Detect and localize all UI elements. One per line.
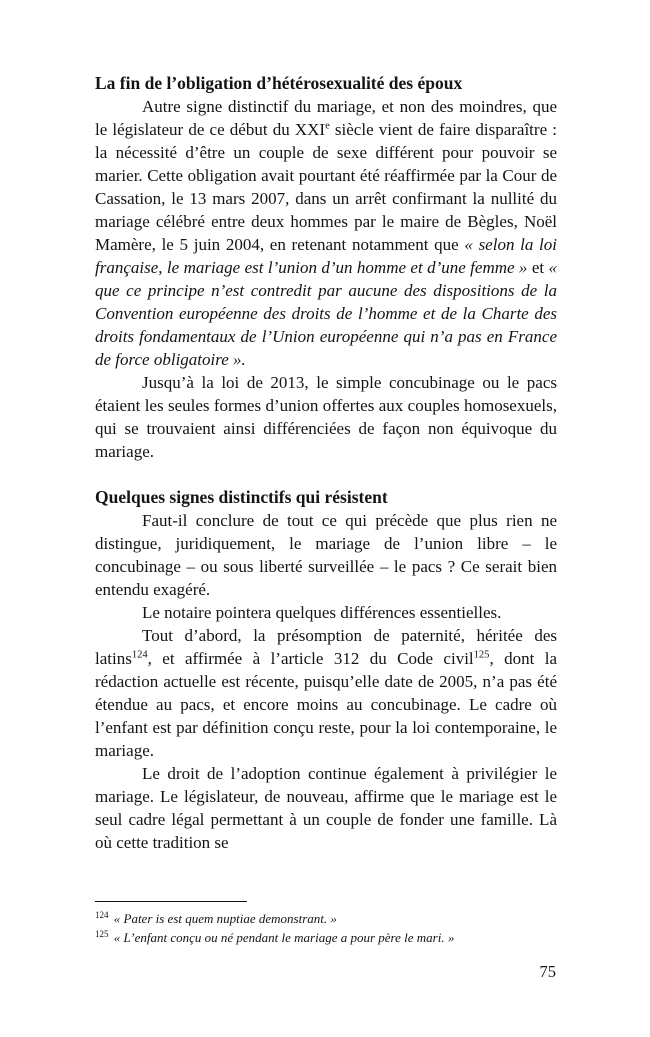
- footnotes: [95, 901, 557, 947]
- superscript: e: [325, 120, 330, 132]
- paragraph: [95, 601, 557, 624]
- footnote-separator: [95, 901, 247, 902]
- italic-text: « que ce principe n’est contredit par aucune des dispositions de la Convention européenne des droits de l’homme et de la Charte des droits fondamentaux de l’Union européenne qui n’a pas en France de force obligatoire ».: [95, 258, 557, 369]
- page-number: 75: [539, 962, 556, 981]
- italic-text: « L’enfant conçu ou né pendant le mariage a pour père le mari. »: [110, 930, 455, 945]
- text-run: Autre signe distinctif du mariage, et non des moindres, que le législateur de ce début du XXI: [95, 97, 557, 139]
- text-run: Tout d’abord, la présomption de paternité, héritée des latins: [95, 626, 557, 668]
- italic-text: « selon la loi française, le mariage est l’union d’un homme et d’une femme »: [95, 235, 557, 277]
- section-heading: La fin de l’obligation d’hétérosexualité des époux: [95, 73, 463, 93]
- paragraph: [95, 624, 557, 762]
- superscript: 125: [473, 649, 490, 661]
- section-heading: Quelques signes distinctifs qui résistent: [95, 487, 388, 507]
- paragraph: [95, 95, 557, 371]
- footnote: [95, 909, 557, 928]
- paragraph: [95, 762, 557, 854]
- text-run: Faut-il conclure de tout ce qui précède que plus rien ne distingue, juridiquement, le mariage de l’union libre – le concubinage – ou sous liberté surveillée – le pacs ? Ce serait bien entendu exagéré.: [95, 511, 557, 599]
- text-run: , dont la rédaction actuelle est récente, puisqu’elle date de 2005, n’a pas été étendue au pacs, et encore moins au concubinage. Le cadre où l’enfant est par définition conçu reste, pour la loi contemporaine, le mariage.: [95, 649, 557, 760]
- text-run: Le notaire pointera quelques différences essentielles.: [142, 603, 502, 622]
- text-body: [95, 72, 557, 854]
- text-run: siècle vient de faire disparaître : la nécessité d’être un couple de sexe différent pour pouvoir se marier. Cette obligation avait pourtant été réaffirmée par la Cour de Cassation, le 13 mars 2007, dans un arrêt confirmant la nullité du mariage célébré entre deux hommes par le maire de Bègles, Noël Mamère, le 5 juin 2004, en retenant notamment que: [95, 120, 557, 254]
- italic-text: « Pater is est quem nuptiae demonstrant. »: [110, 911, 337, 926]
- footnote: [95, 928, 557, 947]
- text-run: et: [527, 258, 549, 277]
- text-run: , et affirmée à l’article 312 du Code civil: [147, 649, 474, 668]
- footnote-number: 125: [95, 928, 109, 939]
- superscript: 124: [131, 649, 148, 661]
- text-run: Jusqu’à la loi de 2013, le simple concubinage ou le pacs étaient les seules formes d’union offertes aux couples homosexuels, qui se trouvaient ainsi différenciées de façon non équivoque du mariage.: [95, 373, 557, 461]
- paragraph: [95, 371, 557, 463]
- text-run: Le droit de l’adoption continue également à privilégier le mariage. Le législateur, de nouveau, affirme que le mariage est le seul cadre légal permettant à un couple de fonder une famille. Là où cette tradition se: [95, 764, 557, 852]
- paragraph: [95, 509, 557, 601]
- footnote-number: 124: [95, 909, 109, 920]
